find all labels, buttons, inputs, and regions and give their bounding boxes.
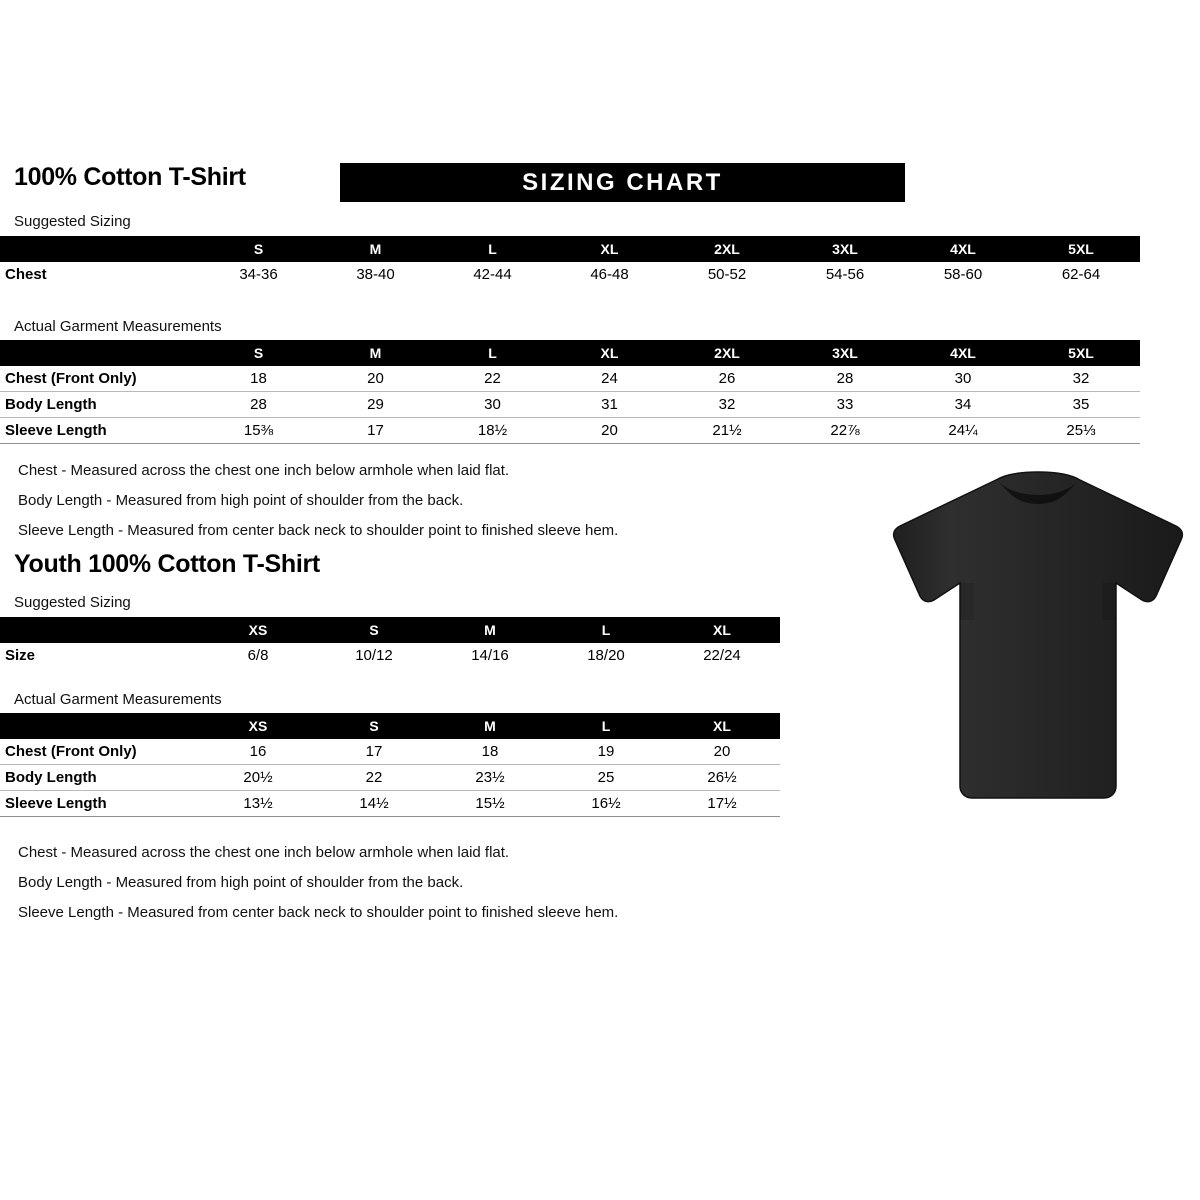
header-cell: S	[316, 617, 432, 643]
table-cell: 18	[481, 743, 499, 760]
table-row	[0, 392, 1140, 418]
table-header-row	[0, 236, 1140, 262]
table-header-row	[0, 617, 780, 643]
table-cell: 16½	[591, 795, 621, 812]
header-cell: S	[200, 236, 317, 262]
header-cell: 5XL	[1022, 340, 1140, 366]
adult-note-sleeve-length: Sleeve Length - Measured from center back neck to shoulder point to finished sleeve hem.	[18, 522, 619, 539]
table-cell: 24¼	[948, 422, 978, 439]
table-cell: 18½	[477, 422, 508, 439]
youth-actual-measurements-table	[0, 713, 780, 817]
header-cell: M	[432, 617, 548, 643]
table-cell: 25	[597, 769, 615, 786]
table-cell: 38-40	[356, 266, 395, 283]
header-cell: 2XL	[668, 340, 786, 366]
adult-note-body-length: Body Length - Measured from high point of shoulder from the back.	[18, 492, 464, 509]
row-label: Body Length	[5, 769, 97, 786]
table-cell: 28	[250, 396, 267, 413]
header-cell: XS	[200, 713, 316, 739]
header-cell: M	[317, 340, 434, 366]
table-cell: 20½	[243, 769, 273, 786]
table-row	[0, 739, 780, 765]
row-label: Body Length	[5, 396, 97, 413]
youth-section-title: Youth 100% Cotton T-Shirt	[14, 550, 320, 578]
table-cell: 34	[954, 396, 972, 413]
youth-suggested-sizing-table	[0, 617, 780, 668]
table-cell: 18	[250, 370, 267, 387]
table-cell: 26	[718, 370, 736, 387]
table-cell: 21½	[712, 422, 742, 439]
table-cell: 10/12	[355, 647, 393, 664]
table-cell: 33	[836, 396, 854, 413]
table-cell: 19	[597, 743, 615, 760]
table-cell: 17	[367, 422, 384, 439]
table-cell: 22/24	[703, 647, 741, 664]
header-cell	[0, 713, 200, 739]
header-cell: L	[434, 340, 551, 366]
table-row	[0, 765, 780, 791]
table-cell: 46-48	[590, 266, 629, 283]
table-cell: 58-60	[943, 266, 983, 283]
table-cell: 13½	[243, 795, 273, 812]
header-cell: XS	[200, 617, 316, 643]
header-cell	[0, 236, 200, 262]
table-cell: 24	[601, 370, 618, 387]
youth-suggested-sizing-label: Suggested Sizing	[14, 594, 131, 611]
adult-actual-measurements-table	[0, 340, 1140, 444]
adult-actual-measurements-label: Actual Garment Measurements	[14, 318, 222, 335]
header-cell: S	[200, 340, 317, 366]
table-cell: 17	[365, 743, 383, 760]
table-cell: 34-36	[239, 266, 278, 283]
table-cell: 62-64	[1061, 266, 1101, 283]
table-cell: 18/20	[587, 647, 625, 664]
table-cell: 14/16	[471, 647, 509, 664]
table-cell: 42-44	[473, 266, 512, 283]
header-cell: XL	[664, 713, 780, 739]
table-cell: 22	[484, 370, 501, 387]
header-cell: L	[548, 617, 664, 643]
table-cell: 30	[954, 370, 972, 387]
header-cell	[0, 617, 200, 643]
table-row	[0, 418, 1140, 444]
table-cell: 6/8	[247, 647, 269, 664]
header-cell: XL	[551, 340, 668, 366]
row-label: Size	[5, 647, 36, 664]
table-cell: 23½	[475, 769, 505, 786]
t-shirt-illustration	[888, 470, 1188, 815]
header-cell: L	[434, 236, 551, 262]
table-cell: 15½	[475, 795, 505, 812]
header-cell: 3XL	[786, 236, 904, 262]
header-cell: 4XL	[904, 236, 1022, 262]
table-cell: 50-52	[707, 266, 747, 283]
table-cell: 26½	[707, 769, 737, 786]
row-label: Sleeve Length	[5, 422, 107, 439]
row-label: Chest (Front Only)	[5, 370, 137, 387]
table-cell: 32	[718, 396, 736, 413]
header-cell: 3XL	[786, 340, 904, 366]
header-cell: L	[548, 713, 664, 739]
table-cell: 17½	[707, 795, 737, 812]
header-cell: M	[317, 236, 434, 262]
sizing-chart-banner: SIZING CHART	[340, 163, 905, 202]
table-row	[0, 366, 1140, 392]
table-cell: 31	[601, 396, 618, 413]
table-cell: 30	[484, 396, 501, 413]
table-cell: 16	[249, 743, 267, 760]
table-cell: 25⅓	[1066, 422, 1096, 439]
header-cell: XL	[551, 236, 668, 262]
adult-suggested-sizing-table	[0, 236, 1140, 287]
header-cell: 2XL	[668, 236, 786, 262]
row-label: Chest (Front Only)	[5, 743, 137, 760]
adult-section-title: 100% Cotton T-Shirt	[14, 163, 246, 191]
youth-note-sleeve-length: Sleeve Length - Measured from center back neck to shoulder point to finished sleeve hem.	[18, 904, 619, 921]
adult-note-chest: Chest - Measured across the chest one inch below armhole when laid flat.	[18, 462, 510, 479]
row-label: Chest	[5, 266, 47, 283]
table-row	[0, 262, 1140, 287]
youth-actual-measurements-label: Actual Garment Measurements	[14, 691, 222, 708]
table-cell: 22	[365, 769, 383, 786]
header-cell: M	[432, 713, 548, 739]
header-cell: 4XL	[904, 340, 1022, 366]
table-cell: 20	[367, 370, 384, 387]
table-cell: 22⅞	[830, 422, 860, 439]
table-cell: 20	[713, 743, 731, 760]
youth-note-chest: Chest - Measured across the chest one inch below armhole when laid flat.	[18, 844, 510, 861]
table-cell: 54-56	[825, 266, 865, 283]
table-cell: 15⅜	[243, 422, 274, 439]
table-cell: 32	[1072, 370, 1090, 387]
table-cell: 28	[836, 370, 854, 387]
table-cell: 14½	[359, 795, 389, 812]
header-cell: 5XL	[1022, 236, 1140, 262]
adult-suggested-sizing-label: Suggested Sizing	[14, 213, 131, 230]
header-cell	[0, 340, 200, 366]
table-header-row	[0, 713, 780, 739]
table-cell: 20	[601, 422, 618, 439]
table-row	[0, 643, 780, 668]
table-cell: 35	[1072, 396, 1090, 413]
row-label: Sleeve Length	[5, 795, 107, 812]
table-cell: 29	[367, 396, 384, 413]
header-cell: S	[316, 713, 432, 739]
table-header-row	[0, 340, 1140, 366]
youth-note-body-length: Body Length - Measured from high point of shoulder from the back.	[18, 874, 464, 891]
header-cell: XL	[664, 617, 780, 643]
table-row	[0, 791, 780, 817]
